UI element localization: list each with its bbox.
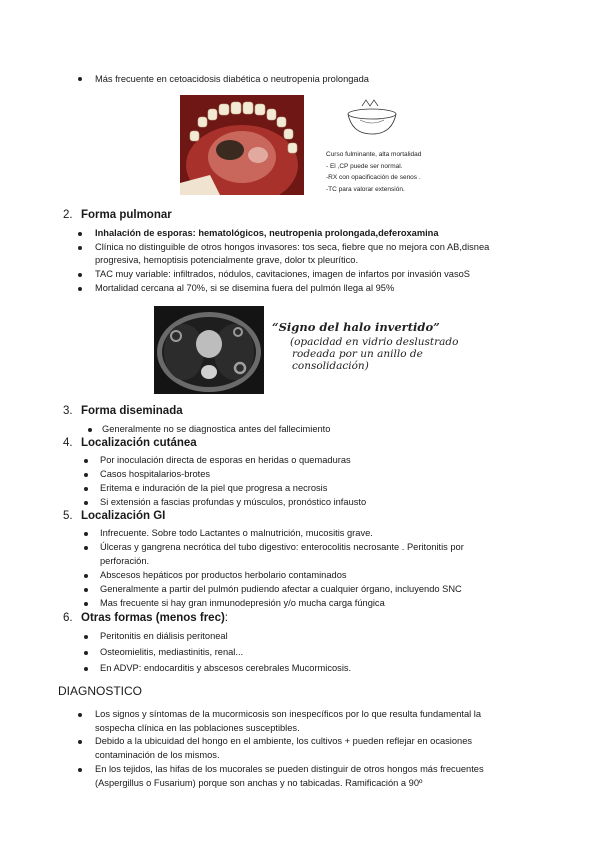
bullet-text: Generalmente a partir del pulmón pudiendo afectar a cualquier órgano, incluyendo SNC (100, 584, 462, 594)
section-title (81, 612, 228, 624)
bowl-sketch (342, 92, 402, 138)
bullet-text: Mortalidad cercana al 70%, si se disemina fuera del pulmón llega al 95% (95, 283, 395, 293)
section-title-text: Otras formas (menos frec) (81, 612, 225, 624)
bullet-dot (84, 574, 88, 578)
bullet-text: Infrecuente. Sobre todo Lactantes o malnutrición, mucositis grave. (100, 528, 373, 538)
bullet-text: TAC muy variable: infiltrados, nódulos, cavitaciones, imagen de infartos por invasión vasoS (95, 269, 470, 279)
bullet-dot (84, 651, 88, 655)
section-title: Forma pulmonar (81, 209, 172, 221)
bullet-text: Clínica no distinguible de otros hongos invasores: tos seca, fiebre que no mejora con AB,disnea (95, 242, 490, 252)
diagnostico-title: DIAGNOSTICO (58, 684, 143, 698)
ct-caption-line: rodeada por un anillo de (292, 348, 423, 360)
bullet-text: progresiva, hemoptisis potencialmente grave, dolor tx pleurítico. (95, 255, 359, 265)
bullet-text: Generalmente no se diagnostica antes del fallecimiento (102, 424, 331, 434)
section-title: Localización GI (81, 510, 166, 522)
section-title: Localización cutánea (81, 437, 197, 449)
section-number: 6. (63, 612, 73, 624)
section-title-suffix: : (224, 612, 228, 624)
side-note-line: -TC para valorar extensión. (326, 185, 405, 193)
bullet-text: Casos hospitalarios-brotes (100, 469, 211, 479)
bullet-dot (84, 532, 88, 536)
bullet-dot (78, 77, 82, 81)
ct-caption-line: (opacidad en vidrio deslustrado (290, 336, 459, 348)
section-number: 2. (63, 209, 73, 221)
ct-caption (272, 320, 458, 372)
oral-palate-photo (180, 95, 304, 195)
bullet-dot (88, 428, 92, 432)
bullet-text: Eritema e induración de la piel que progresa a necrosis (100, 483, 328, 493)
bullet-text: Mas frecuente si hay gran inmunodepresión y/o mucha carga fúngica (100, 598, 385, 608)
bullet-dot (84, 473, 88, 477)
bullet-text: Úlceras y gangrena necrótica del tubo digestivo: enterocolitis necrosante . Peritonitis por (100, 542, 464, 552)
bullet-text: Peritonitis en diálisis peritoneal (100, 631, 228, 641)
bullet-text: Abscesos hepáticos por productos herbolario contaminados (100, 570, 347, 580)
bullet-dot (84, 459, 88, 463)
bullet-dot (84, 501, 88, 505)
bullet-text: perforación. (100, 556, 150, 566)
section-number: 3. (63, 405, 73, 417)
section-number: 4. (63, 437, 73, 449)
side-note-line: -RX con opacificación de senos . (326, 174, 421, 181)
bullet-dot (78, 232, 82, 236)
bullet-text: sospecha clínica en las poblaciones susceptibles. (95, 723, 300, 733)
bullet-dot (84, 667, 88, 671)
bullet-text: contaminación de los mismos. (95, 750, 220, 760)
bullet-dot (78, 740, 82, 744)
bullet-text: (Aspergillus o Fusarium) porque son anchas y no tabicadas. Ramificación a 90º (95, 778, 423, 788)
bullet-dot (84, 487, 88, 491)
bullet-dot (78, 246, 82, 250)
bullet-dot (84, 602, 88, 606)
bullet-text: Inhalación de esporas: hematológicos, neutropenia prolongada,deferoxamina (95, 228, 439, 238)
bullet-text: Si extensión a fascias profundas y músculos, pronóstico infausto (100, 497, 367, 507)
side-note (326, 149, 421, 195)
bullet-dot (78, 287, 82, 291)
section-number: 5. (63, 510, 73, 522)
bullet-text: Osteomielitis, mediastinitis, renal... (100, 647, 244, 657)
bullet-text: En ADVP: endocarditis y abscesos cerebrales Mucormicosis. (100, 663, 352, 673)
bullet-dot (84, 588, 88, 592)
ct-caption-line: consolidación) (292, 360, 369, 372)
side-note-line: - El ,CP puede ser normal. (326, 162, 403, 170)
ct-caption-title: “Signo del halo invertido” (272, 320, 440, 334)
bullet-dot (78, 713, 82, 717)
bullet-dot (78, 768, 82, 772)
bullet-text: Debido a la ubicuidad del hongo en el ambiente, los cultivos + pueden reflejar en ocasiones (95, 736, 473, 746)
side-note-line: Curso fulminante, alta mortalidad (326, 151, 422, 158)
bullet-text: En los tejidos, las hifas de los mucorales se pueden distinguir de otros hongos más frecuentes (95, 764, 484, 774)
top-bullet: Más frecuente en cetoacidosis diabética o neutropenia prolongada (95, 74, 369, 84)
section-title: Forma diseminada (81, 405, 183, 417)
bullet-dot (84, 635, 88, 639)
bullet-text: Por inoculación directa de esporas en heridas o quemaduras (100, 455, 351, 465)
bullet-dot (78, 273, 82, 277)
bullet-dot (84, 546, 88, 550)
bullet-text: Los signos y síntomas de la mucormicosis son inespecíficos por lo que resulta fundamental la (95, 709, 482, 719)
chest-ct-image (154, 306, 264, 394)
